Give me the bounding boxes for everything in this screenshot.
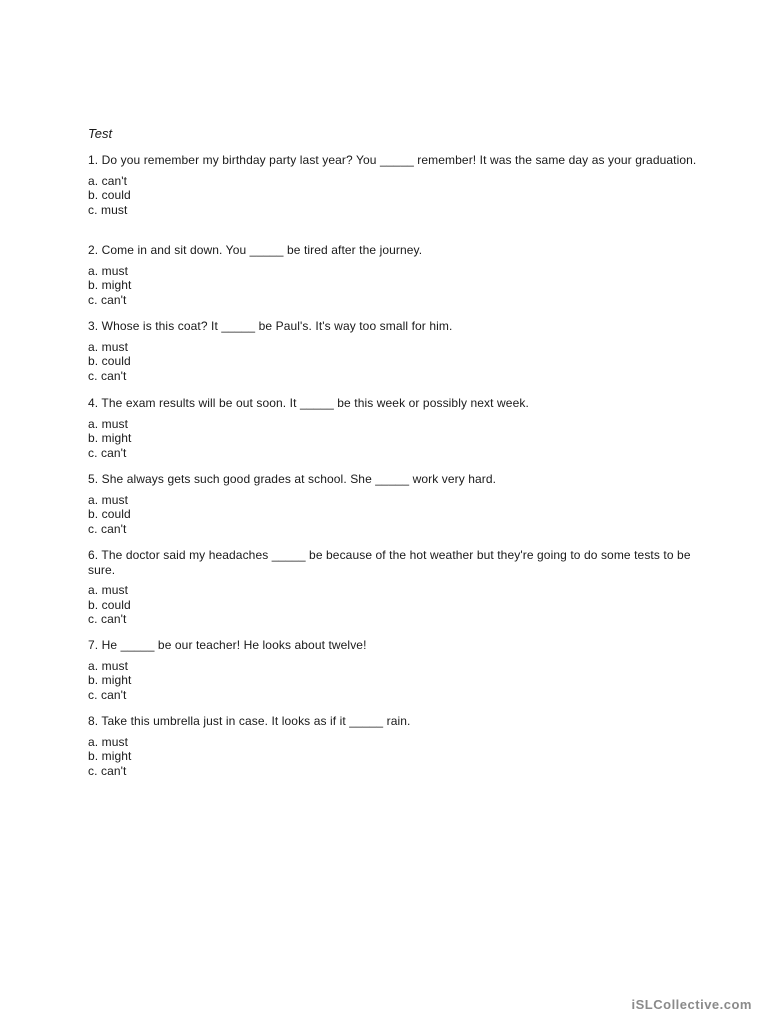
option-a: a. must (88, 416, 129, 431)
option-b: b. might (88, 278, 132, 292)
option-a: a. must (88, 734, 129, 749)
question-text: 4. The exam results will be out soon. It _____ be this week or possibly next week. (88, 396, 529, 410)
option-b: b. could (88, 597, 131, 612)
answer-options (88, 264, 708, 308)
answer-options (88, 735, 708, 779)
question-8 (88, 714, 708, 778)
question-text: 1. Do you remember my birthday party last year? You _____ remember! It was the same day as your graduation. (88, 153, 697, 167)
question-2 (88, 243, 708, 307)
option-b: b. could (88, 188, 131, 202)
question-text: 8. Take this umbrella just in case. It looks as if it _____ rain. (88, 714, 411, 728)
site-watermark: iSLCollective.com (631, 997, 752, 1012)
option-c: c. must (88, 202, 128, 217)
answer-options (88, 340, 708, 384)
answer-options (88, 174, 708, 218)
answer-options (88, 493, 708, 537)
option-a: a. must (88, 339, 129, 354)
option-c: c. can't (88, 612, 127, 626)
option-a: a. must (88, 492, 129, 507)
answer-options (88, 417, 708, 461)
document-title: Test (88, 126, 113, 141)
option-b: b. could (88, 507, 131, 521)
option-b: b. could (88, 354, 131, 368)
answer-options (88, 583, 708, 627)
question-5 (88, 472, 708, 536)
option-c: c. can't (88, 521, 127, 536)
option-c: c. can't (88, 445, 127, 460)
question-3 (88, 319, 708, 383)
question-4 (88, 396, 708, 460)
option-c: c. can't (88, 292, 127, 307)
question-1 (88, 153, 708, 217)
question-7 (88, 638, 708, 702)
option-a: a. must (88, 263, 129, 278)
question-6 (88, 548, 708, 627)
option-b: b. might (88, 673, 132, 687)
option-c: c. can't (88, 368, 127, 383)
option-a: a. can't (88, 173, 128, 188)
question-text: 6. The doctor said my headaches _____ be because of the hot weather but they're going to do some tests to be sure. (88, 548, 691, 577)
answer-options (88, 659, 708, 703)
option-c: c. can't (88, 687, 127, 702)
question-text: 3. Whose is this coat? It _____ be Paul's. It's way too small for him. (88, 319, 453, 333)
question-text: 7. He _____ be our teacher! He looks about twelve! (88, 638, 367, 652)
option-a: a. must (88, 583, 129, 597)
option-b: b. might (88, 749, 132, 763)
question-text: 2. Come in and sit down. You _____ be tired after the journey. (88, 243, 423, 257)
question-text: 5. She always gets such good grades at school. She _____ work very hard. (88, 472, 497, 486)
option-a: a. must (88, 658, 129, 673)
option-b: b. might (88, 431, 132, 445)
option-c: c. can't (88, 763, 127, 778)
